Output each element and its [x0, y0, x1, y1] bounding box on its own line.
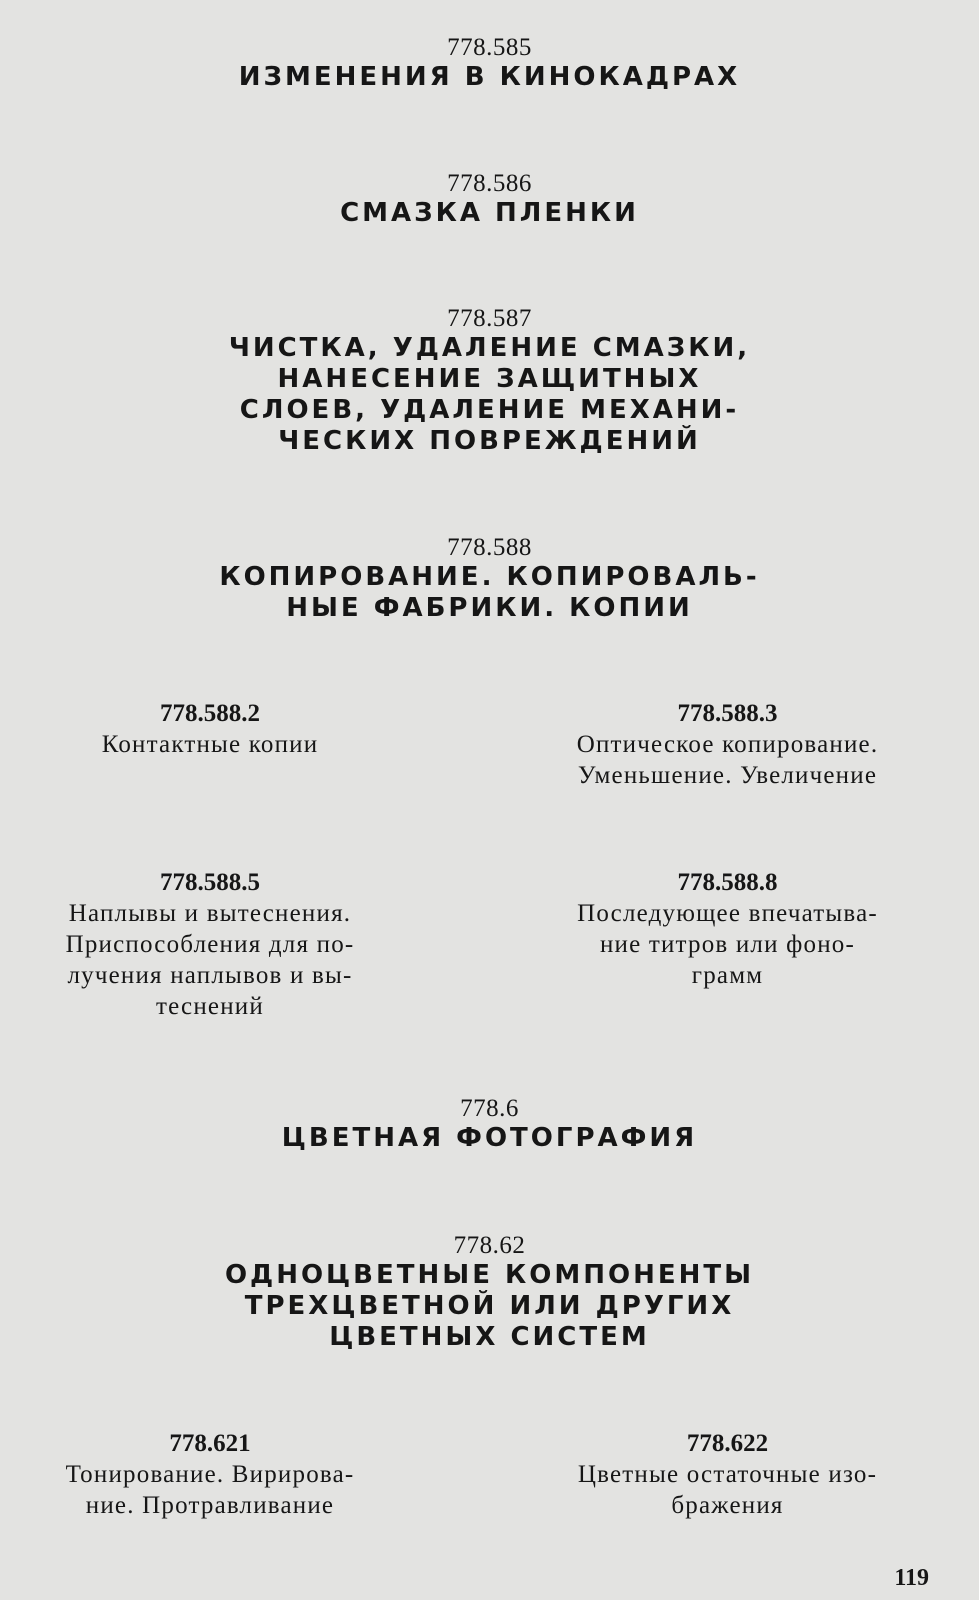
- text-line: Оптическое копирование.: [576, 731, 879, 758]
- subsection-text: [535, 898, 920, 991]
- subsection-text: [20, 729, 400, 760]
- section-778-588: [0, 533, 979, 624]
- section-number: 778.586: [447, 170, 532, 197]
- section-title: [0, 1260, 979, 1353]
- title-line: НАНЕСЕНИЕ ЗАЩИТНЫХ: [277, 364, 702, 394]
- subsection-778-588-5: [20, 868, 400, 1022]
- section-778-586: [0, 169, 979, 229]
- title-line: ЦВЕТНЫХ СИСТЕМ: [329, 1322, 650, 1352]
- text-line: Цветные остаточные изо-: [577, 1461, 878, 1488]
- text-line: Тонирование. Вирирова-: [65, 1461, 355, 1488]
- text-line: Последующее впечатыва-: [577, 900, 878, 927]
- section-number: 778.585: [447, 34, 532, 61]
- title-line: ИЗМЕНЕНИЯ В КИНОКАДРАХ: [238, 62, 741, 92]
- subsection-778-622: [535, 1429, 920, 1521]
- section-title: [0, 1123, 979, 1154]
- section-title: [0, 62, 979, 93]
- title-line: СЛОЕВ, УДАЛЕНИЕ МЕХАНИ-: [239, 395, 740, 425]
- title-line: НЫЕ ФАБРИКИ. КОПИИ: [286, 593, 693, 623]
- subsection-778-588-8: [535, 868, 920, 991]
- title-line: ТРЕХЦВЕТНОЙ ИЛИ ДРУГИХ: [244, 1291, 735, 1321]
- section-778-585: [0, 33, 979, 93]
- section-number: 778.62: [453, 1232, 526, 1259]
- title-line: ОДНОЦВЕТНЫЕ КОМПОНЕНТЫ: [224, 1260, 755, 1290]
- subsection-number: 778.621: [169, 1430, 251, 1457]
- subsection-number: 778.588.8: [677, 869, 778, 896]
- subsection-text: [535, 729, 920, 791]
- title-line: СМАЗКА ПЛЕНКИ: [340, 198, 639, 228]
- section-number: 778.588: [447, 534, 532, 561]
- subsection-number: 778.622: [686, 1430, 769, 1457]
- title-line: ЧИСТКА, УДАЛЕНИЕ СМАЗКИ,: [228, 333, 751, 363]
- section-title: [0, 198, 979, 229]
- subsection-number: 778.588.2: [160, 700, 260, 727]
- subsection-778-588-2: [20, 699, 400, 760]
- section-778-587: [0, 304, 979, 457]
- subsection-text: [535, 1459, 920, 1521]
- subsection-778-588-3: [535, 699, 920, 791]
- subsection-text: [20, 1459, 400, 1521]
- title-line: ЧЕСКИХ ПОВРЕЖДЕНИЙ: [278, 426, 701, 456]
- subsection-text: [20, 898, 400, 1022]
- page-number: 119: [894, 1565, 929, 1591]
- title-line: ЦВЕТНАЯ ФОТОГРАФИЯ: [281, 1123, 698, 1153]
- text-line: Контактные копии: [101, 731, 319, 758]
- text-line: грамм: [691, 962, 764, 989]
- section-number: 778.587: [447, 305, 532, 332]
- section-title: [0, 562, 979, 624]
- subsection-number: 778.588.3: [677, 700, 778, 727]
- section-title: [0, 333, 979, 457]
- text-line: лучения наплывов и вы-: [67, 962, 353, 989]
- text-line: Приспособления для по-: [65, 931, 355, 958]
- title-line: КОПИРОВАНИЕ. КОПИРОВАЛЬ-: [219, 562, 760, 592]
- text-line: ние титров или фоно-: [599, 931, 856, 958]
- subsection-number: 778.588.5: [160, 869, 260, 896]
- text-line: Наплывы и вытеснения.: [68, 900, 352, 927]
- section-number: 778.6: [460, 1095, 519, 1122]
- text-line: ние. Протравливание: [85, 1492, 335, 1519]
- text-line: теснений: [156, 993, 264, 1020]
- section-778-62: [0, 1231, 979, 1353]
- text-line: Уменьшение. Увеличение: [577, 762, 878, 789]
- text-line: бражения: [671, 1492, 784, 1519]
- section-778-6: [0, 1094, 979, 1154]
- subsection-778-621: [20, 1429, 400, 1521]
